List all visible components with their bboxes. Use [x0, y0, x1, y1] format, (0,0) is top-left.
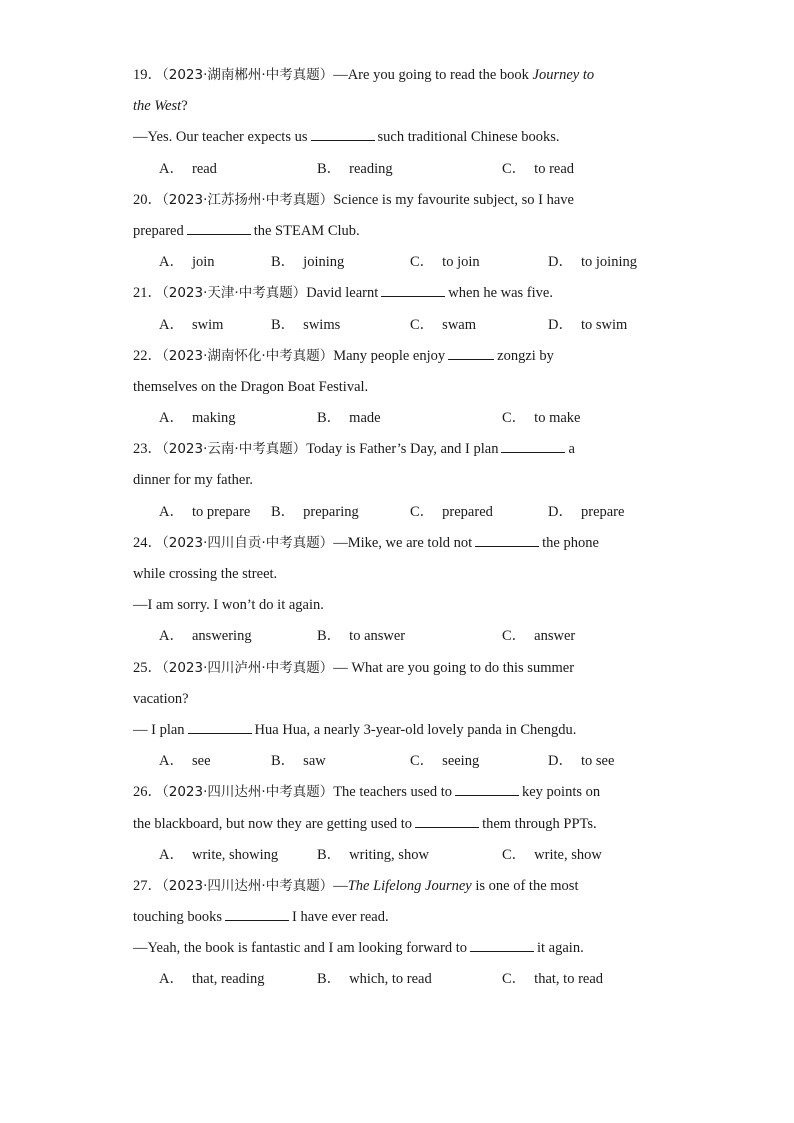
option-b[interactable]: B． joining	[271, 254, 345, 271]
question-number: 21．	[133, 285, 162, 302]
question-source: （2023·湖南怀化·中考真题）	[162, 347, 334, 364]
option-d[interactable]: D． to joining	[548, 254, 637, 271]
options-row	[133, 964, 673, 995]
option-a[interactable]: A． making	[159, 410, 236, 427]
answer-blank	[187, 219, 251, 235]
option-a[interactable]: A． see	[159, 753, 211, 770]
question-24: 24．（2023·四川自贡·中考真题）—Mike, we are told not the phone while crossing the street. —I am sorry. I won’t do it again. A． answering B． to answer C． answer	[133, 528, 673, 653]
question-number: 19．	[133, 67, 162, 83]
option-c[interactable]: C． seeing	[410, 753, 480, 770]
question-stem: 20．（2023·江苏扬州·中考真题）Science is my favourite subject, so I have	[133, 191, 574, 208]
question-stem: 27．（2023·四川达州·中考真题）—The Lifelong Journey is one of the most	[133, 877, 579, 894]
question-23: 23．（2023·云南·中考真题）Today is Father’s Day, and I plan a dinner for my father. A． to prepare B． preparing C． prepared D． prepare	[133, 434, 673, 528]
question-19: 19．（2023·湖南郴州·中考真题）—Are you going to read the book Journey to the West? —Yes. Our teacher expects us such traditional Chinese books. A． read B． reading C． to read	[133, 60, 673, 185]
option-c[interactable]: C． prepared	[410, 503, 493, 520]
options-row	[133, 154, 673, 185]
option-a[interactable]: A． write, showing	[159, 846, 279, 863]
option-a[interactable]: A． that, reading	[159, 971, 265, 988]
option-b[interactable]: B． preparing	[271, 503, 359, 520]
option-a[interactable]: A． join	[159, 254, 215, 271]
option-b[interactable]: B． made	[317, 410, 381, 427]
question-stem: 21．（2023·天津·中考真题）David learnt when he was five.	[133, 278, 673, 309]
answer-blank	[225, 905, 289, 921]
option-b[interactable]: B． swims	[271, 316, 341, 333]
question-number: 27．	[133, 877, 162, 894]
question-stem: 26．（2023·四川达州·中考真题）The teachers used to key points on	[133, 777, 673, 808]
options-row	[133, 746, 673, 777]
question-source: （2023·云南·中考真题）	[162, 441, 307, 458]
question-source: （2023·江苏扬州·中考真题）	[162, 191, 334, 208]
answer-blank	[501, 437, 565, 453]
option-a[interactable]: A． answering	[159, 628, 252, 645]
question-list	[133, 60, 673, 996]
option-c[interactable]: C． that, to read	[502, 971, 604, 988]
answer-blank	[448, 344, 494, 360]
question-stem: 25．（2023·四川泸州·中考真题）— What are you going to do this summer	[133, 659, 575, 676]
options-row	[133, 840, 673, 871]
question-25: 25．（2023·四川泸州·中考真题）— What are you going to do this summer vacation? — I plan Hua Hua, a nearly 3-year-old lovely panda in Chengdu. A． see B． saw C． seeing D． to see	[133, 653, 673, 778]
question-number: 25．	[133, 659, 162, 676]
options-row	[133, 403, 673, 434]
option-b[interactable]: B． reading	[317, 160, 393, 177]
question-number: 23．	[133, 441, 162, 458]
option-c[interactable]: C． write, show	[502, 846, 602, 863]
options-row	[133, 621, 673, 652]
option-b[interactable]: B． which, to read	[317, 971, 432, 988]
question-number: 24．	[133, 534, 162, 551]
question-number: 20．	[133, 191, 162, 208]
question-source: （2023·四川自贡·中考真题）	[162, 534, 334, 551]
option-d[interactable]: D． to swim	[548, 316, 628, 333]
answer-blank	[455, 780, 519, 796]
option-d[interactable]: D． prepare	[548, 503, 625, 520]
answer-blank	[470, 936, 534, 952]
option-a[interactable]: A． read	[159, 160, 217, 177]
option-d[interactable]: D． to see	[548, 753, 615, 770]
answer-blank	[188, 718, 252, 734]
question-stem: 24．（2023·四川自贡·中考真题）—Mike, we are told not the phone	[133, 528, 673, 559]
answer-blank	[381, 281, 445, 297]
question-source: （2023·湖南郴州·中考真题）	[162, 67, 334, 83]
question-22: 22．（2023·湖南怀化·中考真题）Many people enjoy zongzi by themselves on the Dragon Boat Festival. A． making B． made C． to make	[133, 341, 673, 435]
answer-blank	[475, 531, 539, 547]
option-b[interactable]: B． to answer	[317, 628, 406, 645]
question-source: （2023·四川达州·中考真题）	[162, 784, 334, 801]
option-c[interactable]: C． swam	[410, 316, 477, 333]
options-row	[133, 497, 673, 528]
question-21	[133, 278, 673, 340]
options-row	[133, 247, 673, 278]
option-c[interactable]: C． to join	[410, 254, 480, 271]
answer-blank	[415, 812, 479, 828]
answer-blank	[311, 125, 375, 141]
option-c[interactable]: C． to read	[502, 160, 575, 177]
option-c[interactable]: C． answer	[502, 628, 576, 645]
option-c[interactable]: C． to make	[502, 410, 581, 427]
question-source: （2023·四川泸州·中考真题）	[162, 659, 334, 676]
question-stem: 23．（2023·云南·中考真题）Today is Father’s Day, and I plan a	[133, 434, 673, 465]
option-a[interactable]: A． swim	[159, 316, 224, 333]
options-row	[133, 310, 673, 341]
question-stem: 22．（2023·湖南怀化·中考真题）Many people enjoy zongzi by	[133, 341, 673, 372]
question-number: 22．	[133, 347, 162, 364]
option-a[interactable]: A． to prepare	[159, 503, 251, 520]
option-b[interactable]: B． saw	[271, 753, 326, 770]
option-b[interactable]: B． writing, show	[317, 846, 429, 863]
question-source: （2023·四川达州·中考真题）	[162, 877, 334, 894]
question-27: 27．（2023·四川达州·中考真题）—The Lifelong Journey is one of the most touching books I have ever read. —Yeah, the book is fantastic and I am looking forward to it again. A． that, reading B． which, to read C． that, to read	[133, 871, 673, 996]
question-source: （2023·天津·中考真题）	[162, 285, 307, 302]
question-20: 20．（2023·江苏扬州·中考真题）Science is my favourite subject, so I have prepared the STEAM Club. A． join B． joining C． to join D． to joining	[133, 185, 673, 279]
question-stem: 19．（2023·湖南郴州·中考真题）—Are you going to read the book Journey to	[133, 67, 595, 83]
question-number: 26．	[133, 784, 162, 801]
question-26: 26．（2023·四川达州·中考真题）The teachers used to key points on the blackboard, but now they are getting used to them through PPTs. A． write, showing B． writing, show C． write, show	[133, 777, 673, 871]
